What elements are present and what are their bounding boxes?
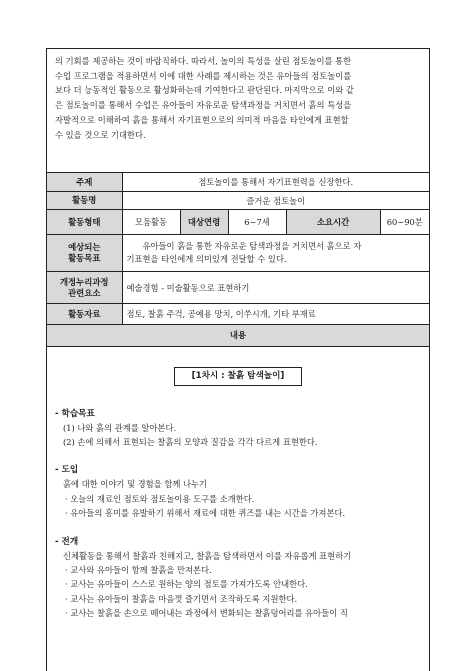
intro-line: 수업 프로그램을 적용하면서 이에 대한 사례를 제시하는 것은 유아들의 점토놀이를 [55,70,352,81]
session-title: [1차시 : 찰흙 탐색놀이] [174,367,302,386]
activity-name-row [47,192,429,210]
curriculum-value: 예술경험 - 미술활동으로 표현하기 [122,272,429,304]
activity-format-row [47,210,429,235]
age-label: 대상연령 [180,210,228,235]
activity-name-value: 즐거운 점토놀이 [122,192,429,210]
intro-item: 흙에 대한 이야기 및 경험을 함께 나누기 [63,479,208,490]
materials-row [47,304,429,325]
format-label: 활동형태 [47,210,122,235]
intro-paragraph [47,49,429,172]
goal-row [47,235,429,272]
lesson-plan-frame [46,48,430,671]
goal-value-line: 유아들이 흙을 통한 자유로운 탐색과정을 거치면서 흙으로 자 [142,241,362,251]
goal-value-line: 기표현을 타인에게 의미있게 전달할 수 있다. [126,254,287,264]
development-item: · 교사는 유아들이 스스로 원하는 양의 점토를 가져가도록 안내한다. [65,579,308,590]
content-body [47,346,429,621]
goals-heading: - 학습목표 [55,408,95,419]
intro-line: 자발적으로 이해하여 흙을 통해서 자기표현으로의 의미적 마음을 타인에게 표현할 [55,114,349,125]
goal-value [122,235,429,272]
intro-line: 수 있을 것으로 기대한다. [55,129,146,140]
intro-item: · 유아들의 흥미를 유발하기 위해서 재료에 대한 퀴즈를 내는 시간을 가져본다. [65,508,346,519]
curriculum-label [47,272,122,304]
goal-item: (2) 손에 의해서 표현되는 찰흙의 모양과 질감을 각각 다르게 표현한다. [63,436,318,447]
topic-value: 점토놀이를 통해서 자기표현력을 신장한다. [122,173,429,192]
goal-item: (1) 나와 흙의 관계를 알아본다. [63,422,177,433]
development-item: 신체활동을 통해서 찰흙과 친해지고, 찰흙을 탐색하면서 이를 자유롭게 표현하기 [63,550,352,561]
curriculum-row [47,272,429,304]
time-value: 60~90분 [380,210,429,235]
intro-line: 보다 더 능동적인 활동으로 활성화하는데 기여한다고 판단된다. 마지막으로 이와 같 [55,85,354,96]
development-item: · 교사는 찰흙을 손으로 떼어내는 과정에서 변화되는 찰흙덩어리를 유아들이 직 [65,608,348,619]
intro-item: · 오늘의 재료인 점토와 점토놀이용 도구를 소개한다. [65,493,255,504]
curriculum-label-line: 관련요소 [68,287,101,298]
format-value: 모둠활동 [122,210,180,235]
activity-name-label: 활동명 [47,192,122,210]
activity-info-table [47,172,429,346]
curriculum-label-line: 개정누리과정 [59,276,109,287]
goal-label-line: 활동목표 [68,253,101,263]
development-heading: - 전개 [55,536,79,547]
development-item: · 교사는 유아들이 찰흙을 마음껏 즐기면서 조작하도록 지원한다. [65,593,298,604]
intro-line: 은 점토놀이를 통해서 수업은 유아들이 자유로운 탐색과정을 거치면서 흙의 특성을 [55,100,352,111]
age-value: 6~7세 [228,210,286,235]
development-item: · 교사와 유아들이 함께 찰흙을 만져본다. [65,564,212,575]
time-label: 소요시간 [286,210,380,235]
materials-label: 활동자료 [47,304,122,325]
intro-heading: - 도입 [55,465,79,476]
materials-value: 점토, 찰흙 주걱, 공예용 망치, 이쑤시개, 기타 부재료 [122,304,429,325]
content-header-row [47,325,429,346]
intro-line: 의 기회를 제공하는 것이 바람직하다. 따라서, 놀이의 특성을 살린 점토놀이를 통한 [55,56,352,66]
goal-label-line: 예상되는 [68,242,101,252]
content-header: 내용 [47,325,429,346]
topic-row [47,173,429,192]
goal-label [47,235,122,272]
topic-label: 주제 [47,173,122,192]
